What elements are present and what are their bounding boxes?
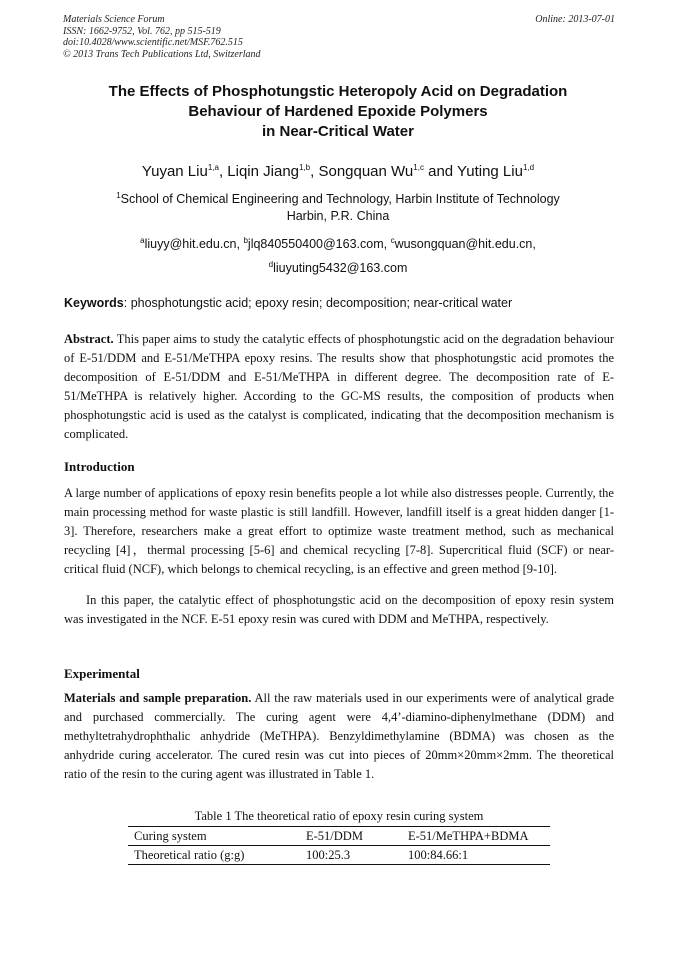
title-line: The Effects of Phosphotungstic Heteropoly Acid on Degradation: [108, 83, 568, 100]
introduction-paragraph-2: In this paper, the catalytic effect of phosphotungstic acid on the decomposition of epoxy resin system was investigated in the NCF. E-51 epoxy resin was cured with DDM and MeTHPA, respectively.: [64, 593, 614, 626]
issn-line: ISSN: 1662-9752, Vol. 762, pp 515-519: [63, 25, 221, 37]
doi-line: doi:10.4028/www.scientific.net/MSF.762.515: [63, 37, 243, 48]
author-list: [60, 162, 616, 182]
introduction-paragraph-1: A large number of applications of epoxy resin benefits people a lot while also distresses people. Currently, the main processing method for waste plastic is still landfill. However, landfill itself is a great hidden danger [1-3]. Therefore, researchers make a great effort to optimize waste treatment method, such as mechanical recycling [4]，thermal processing [5-6] and chemical recycling [7-8]. Supercritical fluid (SCF) or near-critical fluid (NCF), which belongs to chemical recycling, is an effective and green method [9-10].: [64, 486, 614, 576]
keywords-label: Keywords: [64, 296, 124, 310]
author-name: Songquan Wu: [318, 163, 414, 180]
email: liuyuting5432@163.com: [273, 261, 408, 275]
title-line: in Near-Critical Water: [262, 123, 414, 140]
author-sup: 1,a: [207, 163, 219, 172]
email-list-2: [100, 260, 576, 277]
author-separator: ,: [310, 163, 319, 180]
table-row: [128, 846, 550, 865]
email-sup: a: [140, 235, 145, 245]
email-sup: b: [243, 235, 248, 245]
abstract-label: Abstract.: [64, 332, 114, 346]
author-sup: 1,d: [522, 163, 535, 172]
table-header-cell: Curing system: [128, 827, 300, 846]
copyright-line: © 2013 Trans Tech Publications Ltd, Switzerland: [63, 48, 261, 60]
table-header-cell: E-51/DDM: [300, 827, 402, 846]
subsection-label: Materials and sample preparation.: [64, 691, 252, 705]
online-date: Online: 2013-07-01: [535, 14, 615, 25]
abstract-text: This paper aims to study the catalytic effects of phosphotungstic acid on the degradation behaviour of E-51/DDM and E-51/MeTHPA epoxy resins. The results show that phosphotungstic acid promotes the decomposition of E-51/DDM and E-51/MeTHPA in different degree. The decomposition rate of E-51/MeTHPA is relatively higher. According to the GC-MS results, the composition of products when phosphotungstic acid is used as the catalyst is complicated, indicating that the decomposition mechanism is complicated.: [64, 332, 614, 441]
experimental-heading: Experimental: [64, 666, 140, 681]
email-list: [100, 236, 576, 253]
affiliation: [100, 191, 576, 225]
table-cell: Theoretical ratio (g:g): [128, 846, 300, 865]
table-header-cell: E-51/MeTHPA+BDMA: [402, 827, 550, 846]
title-line: Behaviour of Hardened Epoxide Polymers: [188, 103, 488, 120]
affiliation-line: Harbin, P.R. China: [286, 209, 390, 223]
abstract: [64, 330, 614, 444]
keywords-text: : phosphotungstic acid; epoxy resin; decomposition; near-critical water: [123, 296, 513, 310]
email: liuyy@hit.edu.cn,: [144, 237, 244, 251]
email: jlq840550400@163.com,: [247, 237, 391, 251]
author-sup: 1,b: [299, 163, 311, 172]
affiliation-line: School of Chemical Engineering and Technology, Harbin Institute of Technology: [120, 192, 560, 206]
experimental-paragraph: [64, 689, 614, 784]
email-sup: c: [390, 235, 395, 245]
email-sup: d: [268, 259, 274, 269]
author-name: Yuyan Liu: [141, 163, 208, 180]
table-row: [128, 827, 550, 846]
keywords: [64, 295, 616, 311]
email: wusongquan@hit.edu.cn,: [394, 237, 536, 251]
author-name: Liqin Jiang: [227, 163, 299, 180]
ratio-table: [128, 826, 550, 865]
paper-title: [60, 82, 616, 142]
author-separator: ,: [218, 163, 228, 180]
table-cell: 100:25.3: [300, 846, 402, 865]
affiliation-sup: 1: [116, 190, 121, 200]
table-caption: Table 1 The theoretical ratio of epoxy resin curing system: [194, 809, 484, 823]
table-cell: 100:84.66:1: [402, 846, 550, 865]
introduction-heading: Introduction: [64, 459, 135, 474]
experimental-text: All the raw materials used in our experiments were of analytical grade and purchased commercially. The curing agent were 4,4’-diamino-diphenylmethane (DDM) and methyltetrahydrophthalic anhydride (MeTHPA). Benzyldimethylamine (BDMA) was chosen as the anhydride curing accelerator. The cured resin was cut into pieces of 20mm×20mm×2mm. The theoretical ratio of the resin to the curing agent was illustrated in Table 1.: [64, 691, 614, 781]
author-separator: and: [423, 163, 458, 180]
journal-header: [63, 14, 615, 60]
author-name: Yuting Liu: [457, 163, 523, 180]
journal-name: Materials Science Forum: [63, 14, 165, 25]
author-sup: 1,c: [413, 163, 424, 172]
